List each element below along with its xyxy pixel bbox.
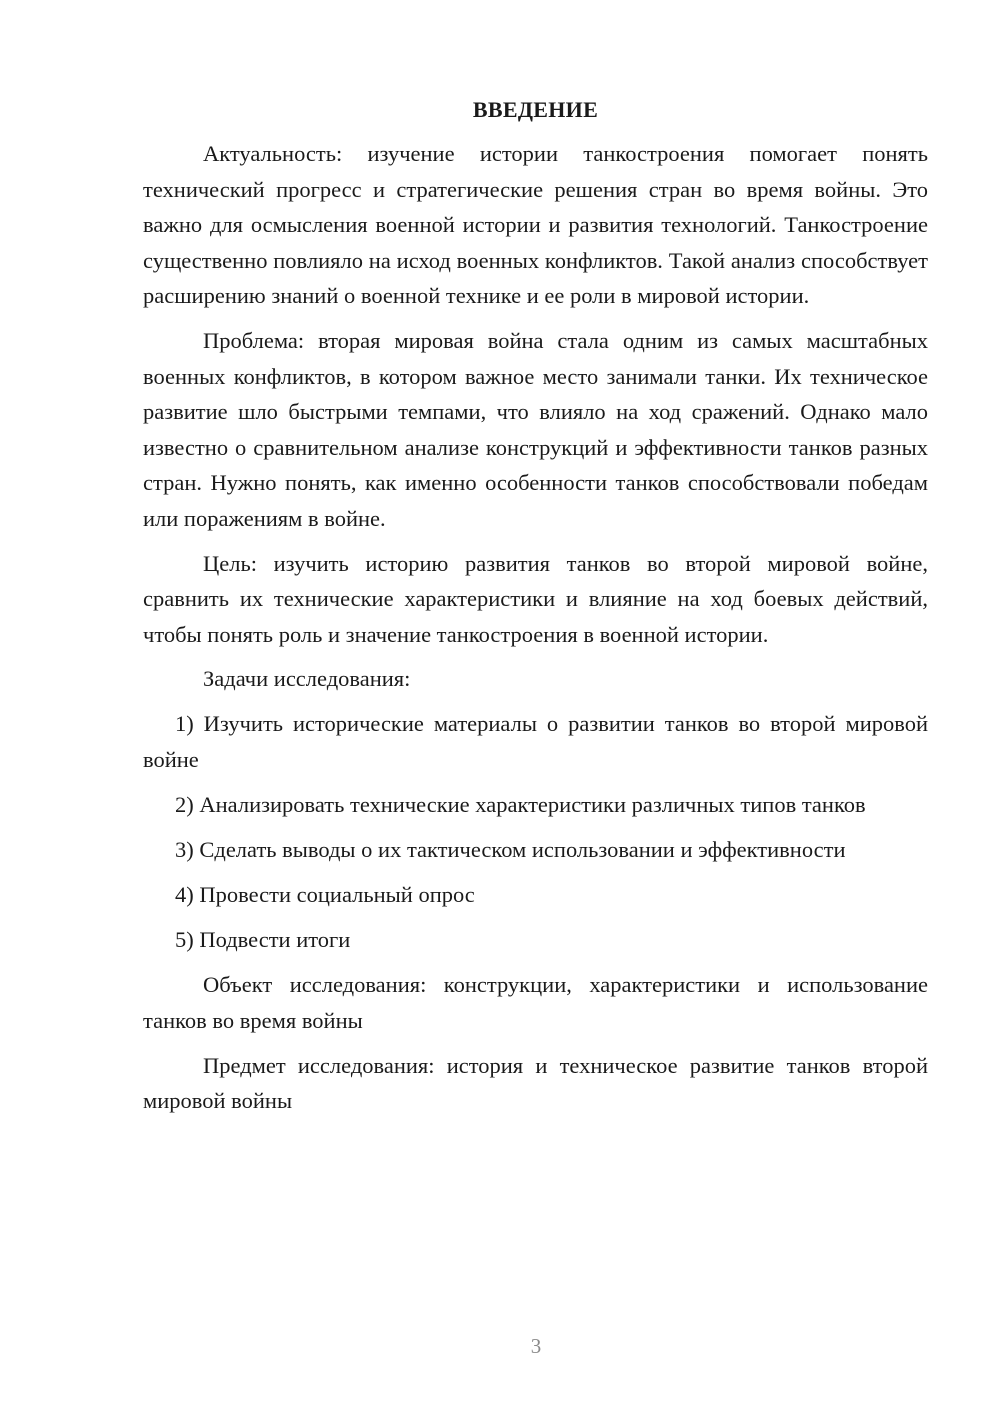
object-paragraph: Объект исследования: конструкции, характеристики и использование танков во время войны	[143, 972, 928, 1034]
problem-paragraph: Проблема: вторая мировая война стала одним из самых масштабных военных конфликтов, в котором важное место занимали танки. Их техническое развитие шло быстрыми темпами, что влияло на ход сражений. Однако мало известно о сравнительном анализе конструкций и эффективности танков разных стран. Нужно понять, как именно особенности танков способствовали победам или поражениям в войне.	[143, 327, 928, 531]
task-item: 1) Изучить исторические материалы о развитии танков во второй мировой войне	[143, 711, 928, 772]
goal-paragraph: Цель: изучить историю развития танков во второй мировой войне, сравнить их технические характеристики и влияние на ход боевых действий, чтобы понять роль и значение танкостроения в военной истории.	[143, 550, 928, 647]
task-item: 5) Подвести итоги	[175, 927, 351, 953]
task-item: 3) Сделать выводы о их тактическом использовании и эффективности	[175, 837, 846, 863]
subject-paragraph: Предмет исследования: история и техническое развитие танков второй мировой войны	[143, 1052, 928, 1114]
section-heading: ВВЕДЕНИЕ	[472, 97, 599, 122]
tasks-label: Задачи исследования:	[203, 666, 411, 692]
task-item: 2) Анализировать технические характеристики различных типов танков	[175, 792, 866, 818]
page-content	[143, 94, 928, 1128]
relevance-paragraph: Актуальность: изучение истории танкостроения помогает понять технический прогресс и стратегические решения стран во время войны. Это важно для осмысления военной истории и развития технологий. Танкостроение существенно повлияло на исход военных конфликтов. Такой анализ способствует расширению знаний о военной технике и ее роли в мировой истории.	[143, 141, 928, 309]
task-item: 4) Провести социальный опрос	[175, 882, 475, 908]
page-number: 3	[530, 1334, 542, 1358]
